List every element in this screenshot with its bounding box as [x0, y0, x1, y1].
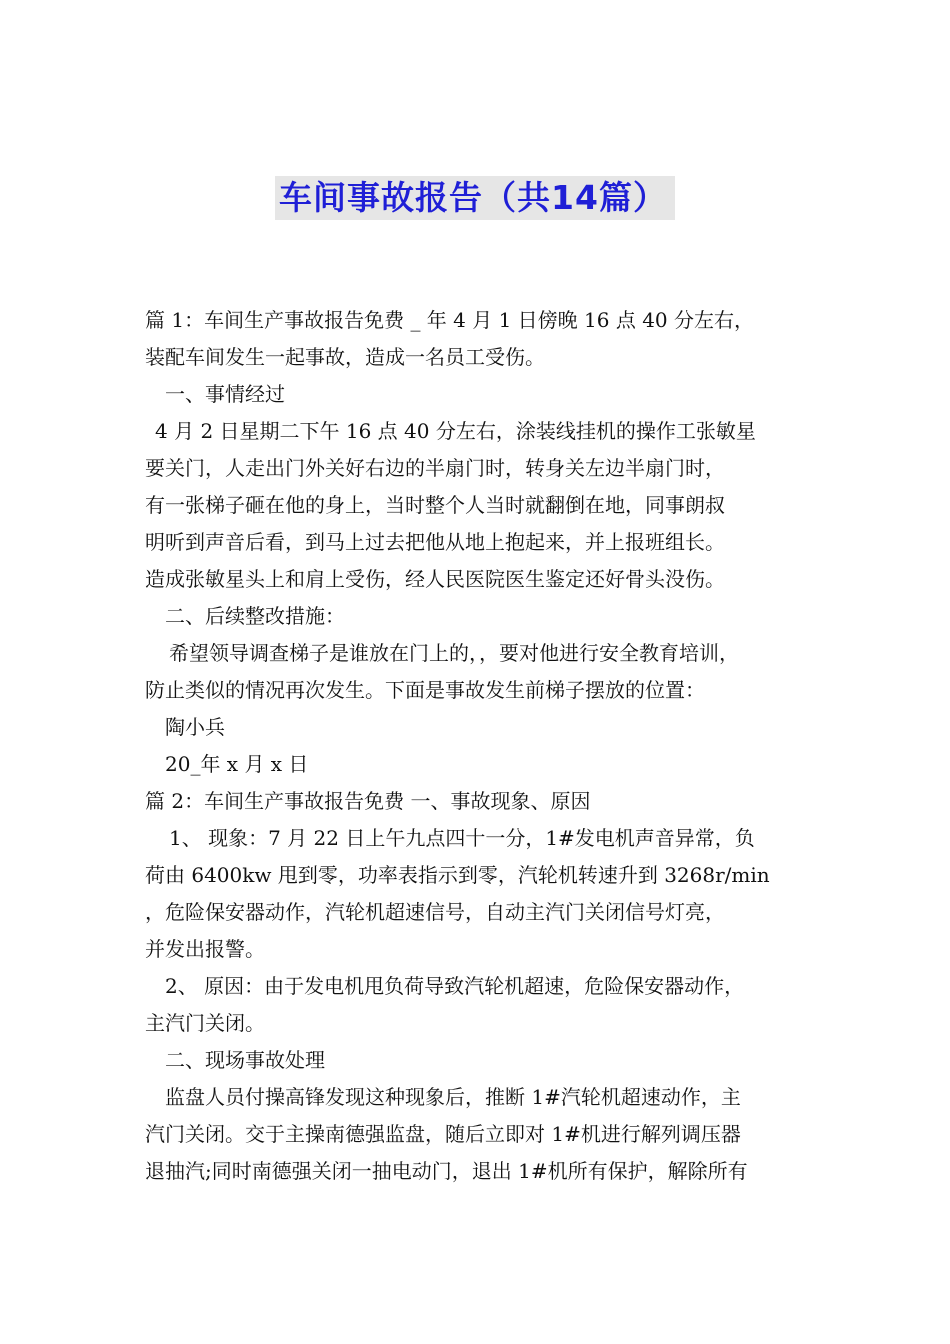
- paragraph-line: 造成张敏星头上和肩上受伤，经人民医院医生鉴定还好骨头没伤。: [145, 567, 725, 591]
- paragraph-line: 并发出报警。: [145, 937, 265, 961]
- article-heading: 篇 2：车间生产事故报告免费 一、事故现象、原因: [145, 789, 591, 813]
- signature-date: 20_年 x 月 x 日: [165, 752, 309, 776]
- title-container: [0, 176, 950, 220]
- paragraph-line: ，危险保安器动作，汽轮机超速信号，自动主汽门关闭信号灯亮，: [145, 900, 725, 924]
- document-title: 车间事故报告（共14篇）: [275, 176, 675, 220]
- paragraph-line: 主汽门关闭。: [145, 1011, 265, 1035]
- section-heading: 一、事情经过: [165, 382, 285, 406]
- paragraph-line: 2、 原因：由于发电机甩负荷导致汽轮机超速，危险保安器动作，: [165, 974, 745, 998]
- paragraph-line: 1、 现象：7 月 22 日上午九点四十一分，1#发电机声音异常，负: [169, 826, 755, 850]
- paragraph-line: 监盘人员付操高锋发现这种现象后，推断 1#汽轮机超速动作，主: [165, 1085, 741, 1109]
- paragraph-line: 荷由 6400kw 甩到零，功率表指示到零，汽轮机转速升到 3268r/min: [145, 863, 770, 887]
- section-heading: 二、后续整改措施：: [165, 604, 345, 628]
- paragraph-line: 要关门，人走出门外关好右边的半扇门时，转身关左边半扇门时，: [145, 456, 725, 480]
- section-heading: 二、现场事故处理: [165, 1048, 325, 1072]
- paragraph-line: 汽门关闭。交于主操南德强监盘，随后立即对 1#机进行解列调压器: [145, 1122, 741, 1146]
- paragraph-line: 退抽汽;同时南德强关闭一抽电动门，退出 1#机所有保护，解除所有: [145, 1159, 748, 1183]
- paragraph-line: 防止类似的情况再次发生。下面是事故发生前梯子摆放的位置：: [145, 678, 705, 702]
- signature-name: 陶小兵: [165, 715, 225, 739]
- paragraph-line: 篇 1：车间生产事故报告免费 _ 年 4 月 1 日傍晚 16 点 40 分左右，: [145, 308, 755, 332]
- document-body: [145, 302, 813, 1190]
- paragraph-line: 4 月 2 日星期二下午 16 点 40 分左右，涂装线挂机的操作工张敏星: [155, 419, 756, 443]
- paragraph-line: 有一张梯子砸在他的身上，当时整个人当时就翻倒在地，同事朗叔: [145, 493, 725, 517]
- paragraph-line: 明听到声音后看，到马上过去把他从地上抱起来，并上报班组长。: [145, 530, 725, 554]
- paragraph-line: 希望领导调查梯子是谁放在门上的，，要对他进行安全教育培训，: [169, 641, 739, 665]
- paragraph-line: 装配车间发生一起事故，造成一名员工受伤。: [145, 345, 545, 369]
